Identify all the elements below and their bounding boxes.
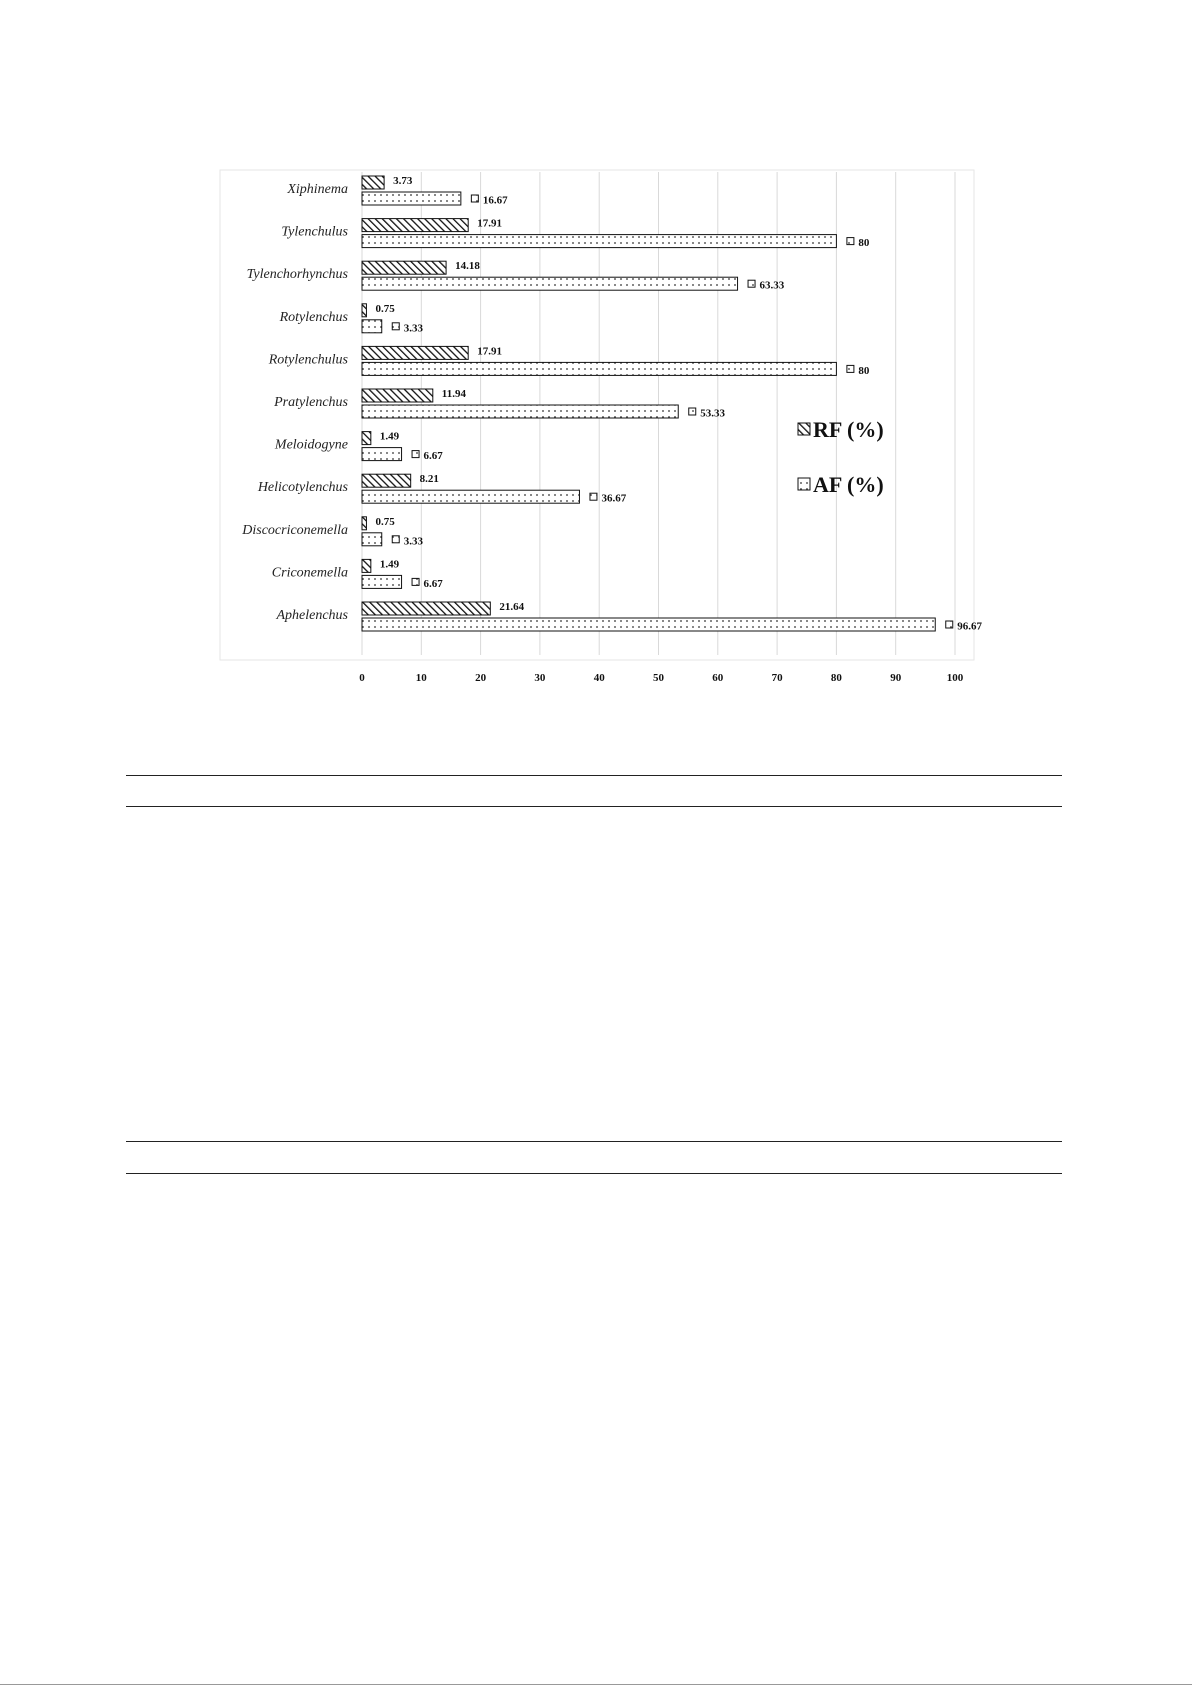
data-label-af: 16.67 <box>482 194 508 207</box>
category-label: Meloidogyne <box>274 437 348 453</box>
data-label-rf: 0.75 <box>375 302 395 315</box>
af-marker <box>392 536 399 543</box>
data-label-rf: 1.49 <box>379 430 400 443</box>
data-label-af: 3.33 <box>403 322 423 335</box>
bar-rf <box>362 389 433 402</box>
category-label: Discocriconemella <box>242 522 348 538</box>
bar-af <box>362 618 935 631</box>
x-tick-label: 70 <box>771 672 783 684</box>
category-label: Criconemella <box>271 565 348 581</box>
af-marker <box>471 195 478 202</box>
bar-rf <box>362 176 384 189</box>
af-marker <box>392 323 399 330</box>
legend-swatch <box>798 423 810 435</box>
x-tick-label: 90 <box>890 672 902 684</box>
data-label-rf: 14.18 <box>455 260 480 273</box>
af-marker <box>748 280 755 287</box>
category-label: Tylenchorhynchus <box>246 267 348 283</box>
x-tick-label: 80 <box>830 672 842 684</box>
category-label: Xiphinema <box>287 182 348 197</box>
af-marker <box>689 408 696 415</box>
x-tick-labels <box>359 672 964 684</box>
bar-af <box>362 490 579 503</box>
af-marker <box>412 578 419 585</box>
data-label-rf: 3.73 <box>393 175 413 187</box>
legend-label: AF (%) <box>813 472 884 497</box>
data-label-rf: 0.75 <box>375 515 395 528</box>
x-tick-label: 40 <box>593 672 605 684</box>
bar-af <box>362 277 738 290</box>
x-tick-label: 30 <box>534 672 546 684</box>
bar-af <box>362 405 678 418</box>
af-marker <box>590 493 597 500</box>
category-label: Helicotylenchus <box>257 480 348 496</box>
x-tick-label: 50 <box>653 672 664 684</box>
category-label: Rotylenchulus <box>268 352 348 368</box>
af-marker <box>946 621 953 628</box>
category-label: Pratylenchus <box>274 395 348 410</box>
bar-af <box>362 320 382 333</box>
x-tick-label: 60 <box>712 672 724 684</box>
category-label: Tylenchulus <box>281 224 348 240</box>
bar-rf <box>362 432 371 445</box>
bar-af <box>362 362 836 375</box>
data-label-af: 53.33 <box>700 407 725 420</box>
x-tick-label: 20 <box>475 672 487 684</box>
data-label-rf: 8.21 <box>419 473 439 486</box>
bar-rf <box>362 261 446 274</box>
legend-swatch <box>798 478 810 490</box>
bar-af <box>362 192 461 205</box>
bar-af <box>362 235 836 248</box>
bar-af <box>362 575 402 588</box>
data-label-rf: 11.94 <box>441 388 466 400</box>
data-label-af: 6.67 <box>423 577 443 590</box>
bar-rf <box>362 517 366 530</box>
af-marker <box>847 238 854 245</box>
data-label-rf: 1.49 <box>379 558 400 571</box>
table-rule-3 <box>126 1141 1062 1142</box>
bar-rf <box>362 304 366 317</box>
af-marker <box>847 365 854 372</box>
table-rule-2 <box>126 806 1062 807</box>
x-tick-label: 0 <box>359 672 365 684</box>
x-tick-label: 100 <box>946 672 964 684</box>
data-label-rf: 17.91 <box>477 217 502 230</box>
data-label-af: 63.33 <box>759 279 785 292</box>
bar-rf <box>362 219 468 232</box>
bar-af <box>362 533 382 546</box>
data-label-af: 36.67 <box>601 492 627 505</box>
category-label: Aphelenchus <box>276 608 348 623</box>
data-label-af: 96.67 <box>957 620 983 633</box>
data-label-af: 6.67 <box>423 450 443 463</box>
x-tick-label: 10 <box>415 672 427 684</box>
data-label-rf: 17.91 <box>477 345 502 358</box>
bar-rf <box>362 602 490 615</box>
data-label-af: 3.33 <box>403 535 423 548</box>
table-rule-1 <box>126 775 1062 776</box>
bar-rf <box>362 346 468 359</box>
data-label-af: 80 <box>858 237 870 250</box>
bar-rf <box>362 559 371 572</box>
data-label-rf: 21.64 <box>499 601 525 613</box>
bar-rf <box>362 474 411 487</box>
legend-label: RF (%) <box>813 417 884 442</box>
bar-af <box>362 448 402 461</box>
data-label-af: 80 <box>858 364 870 377</box>
af-marker <box>412 451 419 458</box>
category-label: Rotylenchus <box>279 309 348 325</box>
table-rule-4 <box>126 1173 1062 1174</box>
